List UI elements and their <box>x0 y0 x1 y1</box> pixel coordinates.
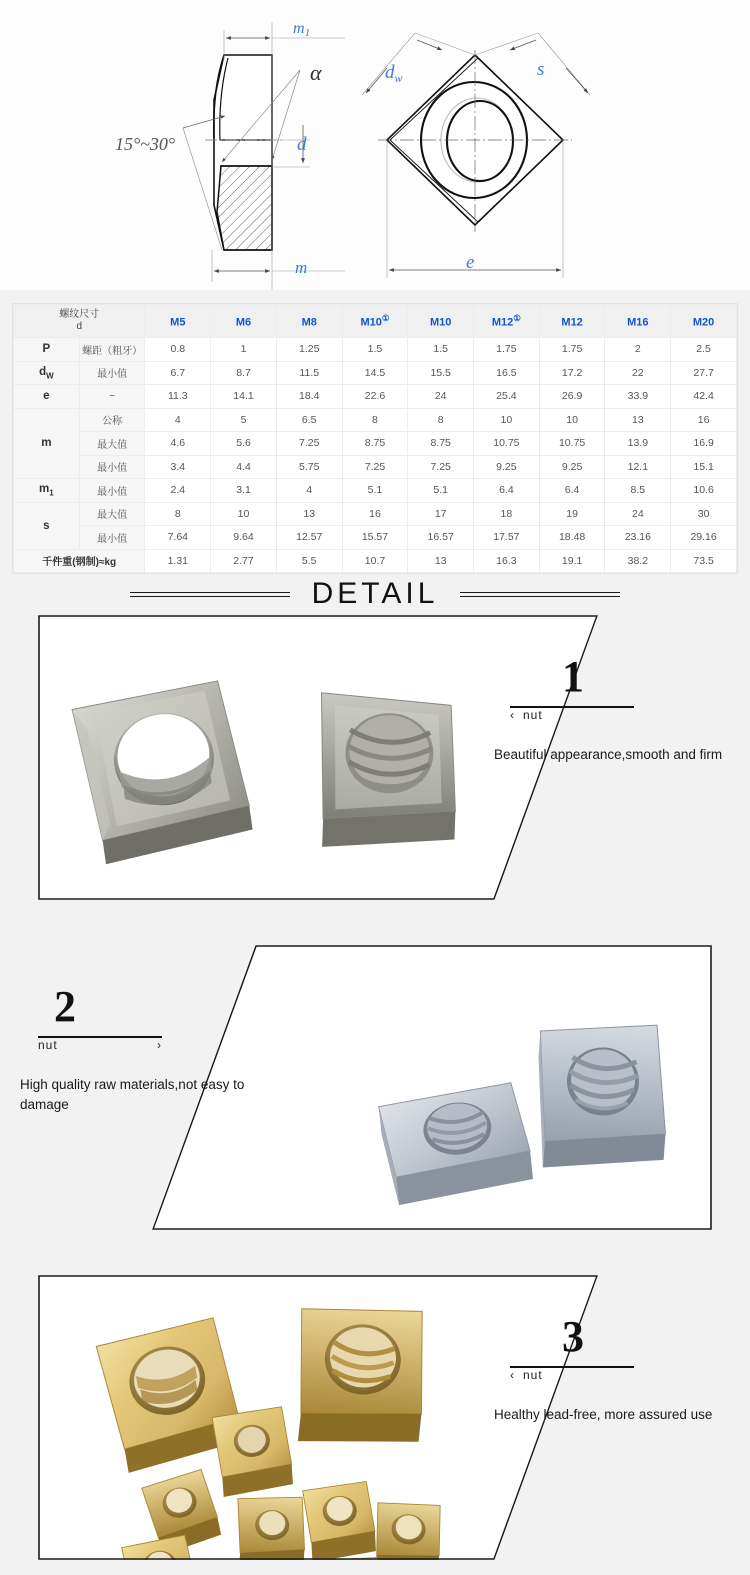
detail-text-1 <box>492 652 742 762</box>
table-cell: 15.57 <box>342 526 408 550</box>
m1-label: m1 <box>293 20 311 39</box>
table-cell: 22 <box>605 361 671 385</box>
column-header-m10a: M10① <box>342 305 408 338</box>
technical-drawing <box>0 0 750 290</box>
detail-caption-3: nut <box>523 1368 543 1382</box>
detail-number-3: 3 <box>562 1312 584 1361</box>
table-cell: 9.64 <box>211 526 277 550</box>
table-cell: 16.5 <box>474 361 540 385</box>
detail-title: DETAIL <box>311 577 439 610</box>
detail-description-1: Beautiful appearance,smooth and firm <box>494 747 723 762</box>
table-cell: 14.5 <box>342 361 408 385</box>
detail-description-3: Healthy lead-free, more assured use <box>494 1407 713 1422</box>
table-cell: 5.5 <box>276 549 342 573</box>
table-cell: 12.57 <box>276 526 342 550</box>
table-row <box>14 385 737 409</box>
chevron-left-icon: ‹ <box>510 708 515 722</box>
dimension-header-line2: d <box>76 321 82 332</box>
row-label: 螺距（粗牙） <box>79 338 145 362</box>
table-cell: 1 <box>211 338 277 362</box>
table-cell: 1.75 <box>539 338 605 362</box>
table-cell: 8 <box>145 502 211 526</box>
m-label: m <box>295 258 308 277</box>
table-row <box>14 408 737 432</box>
table-cell: 12.1 <box>605 455 671 479</box>
table-cell: 7.25 <box>342 455 408 479</box>
table-row <box>14 432 737 456</box>
side-view <box>115 20 345 290</box>
table-cell: 4 <box>145 408 211 432</box>
table-cell: 13 <box>605 408 671 432</box>
detail-number-row-2 <box>12 983 262 1041</box>
drawing-svg <box>0 0 750 290</box>
table-cell: 3.1 <box>211 479 277 503</box>
table-cell: 9.25 <box>474 455 540 479</box>
table-cell: 1.31 <box>145 549 211 573</box>
plan-view <box>362 33 590 278</box>
table-cell: 24 <box>408 385 474 409</box>
table-cell: 25.4 <box>474 385 540 409</box>
table-cell: 4 <box>276 479 342 503</box>
table-cell: 4.4 <box>211 455 277 479</box>
table-cell: 16.57 <box>408 526 474 550</box>
detail-caption-row-1 <box>510 708 543 728</box>
column-header-m12a: M12① <box>474 305 540 338</box>
row-label: 最大值 <box>79 502 145 526</box>
table-row <box>14 502 737 526</box>
table-cell: 18.48 <box>539 526 605 550</box>
table-cell: 6.7 <box>145 361 211 385</box>
table-cell: 8 <box>408 408 474 432</box>
table-cell: 5.6 <box>211 432 277 456</box>
detail-number-2: 2 <box>54 982 76 1031</box>
table-cell: 17.2 <box>539 361 605 385</box>
table-cell: 10 <box>539 408 605 432</box>
table-cell: 27.7 <box>671 361 737 385</box>
table-cell: 38.2 <box>605 549 671 573</box>
row-label: 公称 <box>79 408 145 432</box>
spec-table-body <box>14 338 737 573</box>
column-header-m6: M6 <box>211 305 277 338</box>
table-cell: 13 <box>408 549 474 573</box>
row-code: $d_W$ <box>14 361 80 385</box>
row-label: 最大值 <box>79 432 145 456</box>
table-cell: 5.1 <box>342 479 408 503</box>
row-code: m <box>14 408 80 479</box>
table-cell: 2 <box>605 338 671 362</box>
table-cell: 10.75 <box>474 432 540 456</box>
table-cell: 26.9 <box>539 385 605 409</box>
table-cell: 13.9 <box>605 432 671 456</box>
row-code: P <box>14 338 80 362</box>
chevron-right-icon: › <box>157 1038 162 1052</box>
table-cell: 13 <box>276 502 342 526</box>
chevron-left-icon: ‹ <box>510 1368 515 1382</box>
table-row <box>14 455 737 479</box>
table-cell: 8.7 <box>211 361 277 385</box>
table-cell: 19.1 <box>539 549 605 573</box>
table-cell: 0.8 <box>145 338 211 362</box>
row-label: 最小值 <box>79 479 145 503</box>
table-cell: 15.1 <box>671 455 737 479</box>
detail-number-1: 1 <box>562 652 584 701</box>
spec-table-container <box>12 303 738 574</box>
row-label: 最小值 <box>79 455 145 479</box>
row-label: ~ <box>79 385 145 409</box>
table-cell: 9.25 <box>539 455 605 479</box>
table-cell: 73.5 <box>671 549 737 573</box>
table-cell: 23.16 <box>605 526 671 550</box>
alpha-label: α <box>310 60 322 85</box>
table-cell: 4.6 <box>145 432 211 456</box>
table-cell: 5.75 <box>276 455 342 479</box>
table-cell: 22.6 <box>342 385 408 409</box>
table-cell: 11.3 <box>145 385 211 409</box>
detail-description-2: High quality raw materials,not easy to damage <box>20 1077 245 1112</box>
table-cell: 19 <box>539 502 605 526</box>
table-row <box>14 479 737 503</box>
detail-number-row-3 <box>492 1313 742 1371</box>
table-cell: 8.75 <box>342 432 408 456</box>
row-code: e <box>14 385 80 409</box>
table-cell: 1.75 <box>474 338 540 362</box>
table-cell: 8.75 <box>408 432 474 456</box>
table-cell: 17.57 <box>474 526 540 550</box>
detail-caption-1: nut <box>523 708 543 722</box>
detail-text-2 <box>12 982 262 1112</box>
table-cell: 1.25 <box>276 338 342 362</box>
table-cell: 10.6 <box>671 479 737 503</box>
detail-number-row-1 <box>492 653 742 711</box>
spec-table-header-row <box>14 305 737 338</box>
detail-caption-2: nut <box>38 1038 58 1052</box>
table-cell: 10 <box>211 502 277 526</box>
table-cell: 1.5 <box>408 338 474 362</box>
row-label: 最小值 <box>79 526 145 550</box>
table-cell: 6.4 <box>474 479 540 503</box>
table-cell: 10.75 <box>539 432 605 456</box>
row-code: s <box>14 502 80 549</box>
table-cell: 29.16 <box>671 526 737 550</box>
table-cell: 7.25 <box>276 432 342 456</box>
table-cell: 11.5 <box>276 361 342 385</box>
table-row <box>14 361 737 385</box>
table-cell: 10 <box>474 408 540 432</box>
table-cell: 6.5 <box>276 408 342 432</box>
detail-caption-row-3 <box>510 1368 543 1388</box>
table-cell: 7.25 <box>408 455 474 479</box>
table-cell: 5.1 <box>408 479 474 503</box>
table-cell: 10.7 <box>342 549 408 573</box>
table-cell: 5 <box>211 408 277 432</box>
detail-divider-left <box>130 592 290 597</box>
detail-panel-1 <box>0 615 750 915</box>
column-header-m12b: M12 <box>539 305 605 338</box>
detail-caption-row-2 <box>38 1038 162 1058</box>
table-cell: 42.4 <box>671 385 737 409</box>
detail-text-3 <box>492 1312 742 1422</box>
spec-table-head <box>14 305 737 338</box>
angle-label: 15°~30° <box>115 134 176 154</box>
footer-row-label: 千件重(钢制)≈kg <box>14 549 145 573</box>
d-label: d <box>297 134 307 155</box>
dimension-header <box>14 305 145 338</box>
table-row <box>14 338 737 362</box>
e-label: e <box>466 252 475 273</box>
column-header-m5: M5 <box>145 305 211 338</box>
table-cell: 18.4 <box>276 385 342 409</box>
table-cell: 2.4 <box>145 479 211 503</box>
table-cell: 30 <box>671 502 737 526</box>
table-cell: 24 <box>605 502 671 526</box>
table-row <box>14 526 737 550</box>
column-header-m8: M8 <box>276 305 342 338</box>
row-code: $m_1$ <box>14 479 80 503</box>
table-cell: 16.9 <box>671 432 737 456</box>
table-cell: 17 <box>408 502 474 526</box>
spec-table <box>13 304 737 573</box>
detail-panel-2 <box>0 945 750 1245</box>
column-header-m10b: M10 <box>408 305 474 338</box>
table-cell: 8.5 <box>605 479 671 503</box>
column-header-m20: M20 <box>671 305 737 338</box>
column-header-m16: M16 <box>605 305 671 338</box>
detail-divider-right <box>460 592 620 597</box>
table-cell: 7.64 <box>145 526 211 550</box>
table-cell: 3.4 <box>145 455 211 479</box>
table-cell: 16 <box>671 408 737 432</box>
table-cell: 1.5 <box>342 338 408 362</box>
row-label: 最小值 <box>79 361 145 385</box>
dw-label: $d_w$ <box>385 62 403 85</box>
detail-panel-3 <box>0 1275 750 1575</box>
table-cell: 33.9 <box>605 385 671 409</box>
table-cell: 2.77 <box>211 549 277 573</box>
table-cell: 16 <box>342 502 408 526</box>
table-cell: 14.1 <box>211 385 277 409</box>
table-cell: 16.3 <box>474 549 540 573</box>
table-cell: 6.4 <box>539 479 605 503</box>
table-cell: 8 <box>342 408 408 432</box>
table-cell: 2.5 <box>671 338 737 362</box>
table-cell: 15.5 <box>408 361 474 385</box>
s-label: s <box>537 59 545 80</box>
dimension-header-line1: 螺纹尺寸 <box>59 308 100 320</box>
detail-section-header <box>0 568 750 620</box>
table-cell: 18 <box>474 502 540 526</box>
